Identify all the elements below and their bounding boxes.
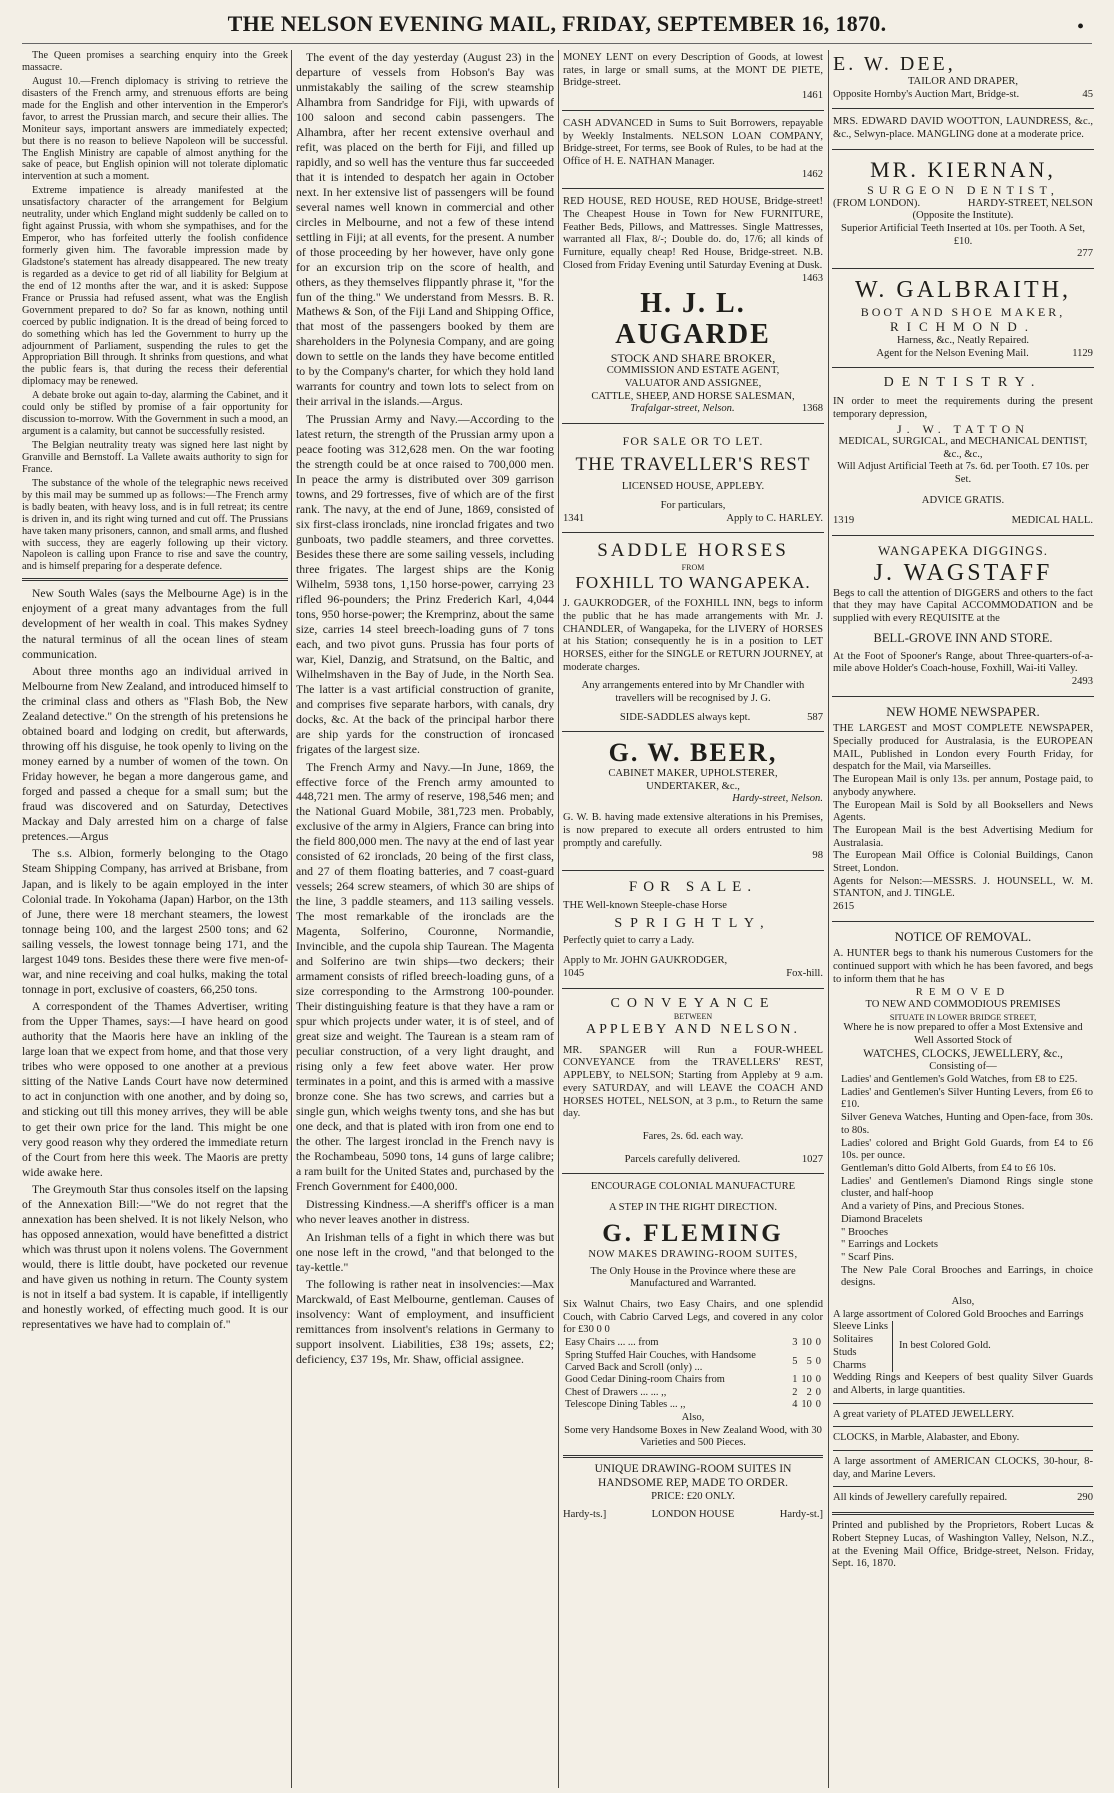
ad-line: Hardy-st.]	[779, 1509, 823, 1521]
ad-number: 2615	[833, 901, 855, 913]
ad-line: Agent for the Nelson Evening Mail.	[876, 347, 1029, 359]
ad-cash-advanced	[562, 116, 824, 184]
gold-item: Charms	[833, 1359, 866, 1371]
ad-line: CLOCKS, in Marble, Alabaster, and Ebony.	[833, 1432, 1020, 1444]
ad-text: Where he is now prepared to offer a Most Extensive and Well Assorted Stock of	[843, 1022, 1083, 1046]
ad-number: 1462	[801, 168, 823, 180]
ad-heading: DENTISTRY.	[883, 375, 1043, 391]
ad-line: STOCK AND SHARE BROKER,	[610, 350, 776, 365]
ad-money-lent	[562, 50, 824, 105]
ad-number: 1461	[801, 90, 823, 102]
ad-wootton	[832, 114, 1094, 143]
price-shillings: 10	[801, 1374, 812, 1386]
price-pence: 0	[815, 1386, 821, 1398]
ad-text: IN order to meet the requirements during the present temporary depression,	[833, 396, 1093, 420]
ad-heading: REMOVED	[915, 986, 1011, 998]
ad-text: A. HUNTER begs to thank his numerous Customers for the continued support with which he has been favored, and begs to inform them that he has	[833, 948, 1093, 985]
ad-number: 1027	[801, 1153, 823, 1165]
ad-heading: UNIQUE DRAWING-ROOM SUITES IN HANDSOME REP, MADE TO ORDER.	[594, 1463, 792, 1489]
imprint: Printed and published by the Proprietors, Robert Lucas & Robert Stepney Lucas, of Washington Valley, Nelson, N.Z., at the Evening Mail Office, Bridge-street, Nelson. Friday, Sept. 16, 1870.	[832, 1520, 1094, 1570]
price-pounds: 1	[792, 1374, 798, 1386]
ad-divider	[832, 108, 1094, 109]
price-shillings: 5	[806, 1355, 812, 1367]
price-pence: 0	[815, 1337, 821, 1349]
ad-line: Harness, &c., Neatly Repaired.	[896, 334, 1030, 346]
price-pence: 0	[815, 1399, 821, 1411]
jewellery-item: Ladies' colored and Bright Gold Guards, from £4 to £6 10s. per ounce.	[841, 1137, 1093, 1162]
ad-line: Fox-hill.	[786, 967, 823, 979]
ad-line: HARDY-STREET, NELSON	[967, 197, 1093, 209]
ad-heading: ADVICE GRATIS.	[921, 494, 1005, 506]
ad-heading: SADDLE HORSES	[597, 540, 789, 562]
jewellery-item: Silver Geneva Watches, Hunting and Open-face, from 30s. to 80s.	[841, 1112, 1093, 1136]
ad-text: Some very Handsome Boxes in New Zealand Wood, with 30 Varieties and 500 Pieces.	[564, 1424, 822, 1449]
column-1	[22, 50, 288, 1788]
price-row	[563, 1374, 823, 1386]
ad-line: THE Well-known Steeple-chase Horse	[563, 899, 727, 911]
ad-line: Apply to C. HARLEY.	[726, 512, 823, 524]
ad-text: The European Mail is the best Advertising Medium for Australasia.	[833, 824, 1093, 849]
ad-heading: RICHMOND.	[889, 319, 1037, 335]
ad-wangapeka	[832, 541, 1094, 691]
ad-heading: FOR SALE.	[628, 878, 758, 895]
gold-item: Sleeve Links	[833, 1321, 889, 1333]
ad-text: A large assortment of Colored Gold Brooches and Earrings	[833, 1308, 1084, 1320]
ad-divider	[562, 188, 824, 189]
ad-heading: FOXHILL TO WANGAPEKA.	[575, 572, 811, 592]
ad-line: COMMISSION AND ESTATE AGENT,	[606, 365, 780, 377]
ad-notice-of-removal	[832, 927, 1094, 1507]
article-paragraph: An Irishman tells of a fight in which there was but one nose left in the crowd, "and that belonged to the tay-kettle."	[296, 1229, 554, 1274]
ad-galbraith	[832, 274, 1094, 362]
ad-heading: ENCOURAGE COLONIAL MANUFACTURE	[590, 1181, 796, 1193]
ad-dentistry	[832, 373, 1094, 530]
ad-heading: A STEP IN THE RIGHT DIRECTION.	[608, 1202, 778, 1214]
ad-heading: BELL-GROVE INN AND STORE.	[873, 630, 1053, 645]
article-paragraph: The Belgian neutrality treaty was signed here last night by Granville and Bernstoff. La Vallete awaits authority to sign for France.	[22, 440, 288, 475]
ad-divider	[562, 110, 824, 111]
ad-text: CASH ADVANCED in Sums to Suit Borrowers, repayable by Weekly Instalments. NELSON LOAN COMPANY, Bridge-street, For terms, see Book of Rules, to be had at the Office of H. E. NATHAN Manager.	[563, 117, 823, 167]
ad-line: Consisting of—	[929, 1061, 997, 1073]
article-paragraph: A correspondent of the Thames Advertiser, writing from the Upper Thames, says:—I have heard on good authority that the Maoris here have an inkling of the large loan that we expect from home, and that those very tribes who were opposed to one another at a previous sitting of the Native Lands Court have now determined to act in conjunction with one another, and by doing so, and sticking out till this money arrives, they will be able to get their own price for the land. This might be one very good reason why they ordered the immediate return of the Court from here this week. The Maoris are pretty wide awake here.	[22, 1000, 288, 1179]
ad-number: 277	[1077, 248, 1093, 260]
gold-items-group	[833, 1321, 1093, 1372]
ad-heading: WANGAPEKA DIGGINGS.	[878, 543, 1048, 559]
article-paragraph: The event of the day yesterday (August 23) in the departure of vessels from Hobson's Bay was unmistakably the sailing of the screw steamship Alhambra from Sandridge for Fiji, with upwards of 100 saloon and second cabin passengers. The Alhambra, after her recent extensive overhaul and refit, was placed on the berth for Fiji, and filled up rapidly, and so well has the venture thus far succeeded that it is intended to despatch her again in October next. In her extensive list of passengers will be found several names well known in commercial and other circles in Melbourne, and not a few of these intend settling in Fiji; at all events, for the present. A number of those proceeding by her however, have only gone for an excursion trip on the score of health, and others, as they themselves flippantly phrase it, "for the fun of the thing." We understand from Messrs. B. R. Mathews & Son, of the Fiji Land and Shipping Office, that most of the passengers booked by them are shareholders in the Polynesia Company, and are going down to settle on the lands they have become entitled to by the Company's charter, for which they hold land warrants for country and town lots to select from on their arrival in the islands.—Argus.	[296, 50, 554, 409]
jewellery-item: " Earrings and Lockets	[841, 1239, 938, 1251]
ad-divider	[832, 268, 1094, 269]
ad-line: LONDON HOUSE	[651, 1509, 735, 1521]
ad-heading: PRICE: £20 ONLY.	[651, 1490, 735, 1502]
ad-new-home-newspaper	[832, 702, 1094, 916]
ad-text: Any arrangements entered into by Mr Chandler with travellers will be recognised by J. G.	[581, 680, 805, 705]
ad-divider	[832, 535, 1094, 536]
ad-heading: BOOT AND SHOE MAKER,	[860, 304, 1066, 319]
ad-number: 1368	[801, 403, 823, 415]
price-shillings: 10	[801, 1399, 812, 1411]
ad-line: All kinds of Jewellery carefully repaired.	[833, 1492, 1008, 1504]
ad-divider	[832, 696, 1094, 697]
price-shillings: 2	[806, 1386, 812, 1398]
jewellery-item: " Brooches	[841, 1226, 888, 1238]
ad-divider	[832, 367, 1094, 368]
ad-number: 1341	[563, 512, 585, 524]
article-paragraph: A debate broke out again to-day, alarming the Cabinet, and it could only be stifled by promise of a fair opportunity for discussion to-morrow. With the Government in such a mood, an argument is a calamity, but cannot be successfully resisted.	[22, 390, 288, 438]
ad-divider	[562, 870, 824, 871]
ad-line: Opposite Hornby's Auction Mart, Bridge-st.	[833, 88, 1020, 100]
gold-item: Studs	[833, 1346, 857, 1358]
ad-divider	[833, 1450, 1093, 1451]
ad-heading: G. W. BEER,	[608, 738, 778, 768]
ad-divider	[562, 532, 824, 533]
ad-text: Wedding Rings and Keepers of best quality Silver Guards and Alberts, in large quantities.	[833, 1372, 1093, 1396]
ad-line: BETWEEN	[673, 1012, 713, 1022]
ad-text: G. W. B. having made extensive alterations in his Premises, is now prepared to execute all orders entrusted to him promptly and carefully.	[563, 812, 823, 849]
section-divider	[22, 578, 288, 581]
ad-divider	[833, 1426, 1093, 1427]
ad-address: Trafalgar-street, Nelson.	[630, 403, 735, 415]
price-row	[563, 1337, 823, 1349]
ad-line: FROM	[681, 563, 705, 573]
jewellery-item: The New Pale Coral Brooches and Earrings, in choice designs.	[841, 1264, 1093, 1289]
ad-text: The European Mail is only 13s. per annum, Postage paid, to anybody anywhere.	[833, 774, 1093, 798]
ad-heading: J. WAGSTAFF	[873, 559, 1053, 586]
ad-line: The Only House in the Province where these are Manufactured and Warranted.	[590, 1265, 796, 1290]
ad-augarde	[562, 287, 824, 418]
price-pounds: 4	[792, 1399, 798, 1411]
article-paragraph: The Greymouth Star thus consoles itself on the lapsing of the Annexation Bill:—"We do not regret that the annexation has been shelved. It is not likely Nelson, who has opposed annexation, would have benefitted a district which was thrust upon it nolens volens. The Government would, there is little doubt, have pocketed our revenue and have given us nothing in return. The County system is not in itself a bad system. It is capable, if intelligently and honestly worked, of effecting much good. It is our representatives we have had to complain of."	[22, 1182, 288, 1332]
ad-line: Perfectly quiet to carry a Lady.	[563, 935, 695, 947]
ad-heading: CONVEYANCE	[610, 995, 776, 1011]
ad-line: Also,	[951, 1296, 975, 1308]
ad-line: SITUATE IN LOWER BRIDGE STREET,	[889, 1011, 1037, 1022]
ad-text: The European Mail Office is Colonial Buildings, Canon Street, London.	[833, 850, 1093, 875]
ad-conveyance	[562, 994, 824, 1169]
ad-text: Begs to call the attention of DIGGERS and others to the fact that they may have Capital ACCOMMODATION and be supplied with every REQUISITE at the	[833, 587, 1093, 624]
ad-number: 1045	[563, 967, 585, 979]
price-pounds: 2	[792, 1386, 798, 1398]
column-4	[832, 50, 1094, 1788]
ad-heading: MR. KIERNAN,	[870, 156, 1056, 182]
price-row	[563, 1350, 823, 1375]
article-paragraph: About three months ago an individual arrived in Melbourne from New Zealand, and introduced himself to the criminal class and others as "Flash Bob, the New Zealand detective." On the strength of his pretensions he obtained board and lodging on credit, but afterwards, throwing off his disguise, he took openly to living on the money earned by a number of women of the town. On Friday however, he began a more dangerous game, and forged and passed a cheque for a small sum; but the fraud was discovered and on Saturday, Detectives Mackay and Daly arrested him on a charge of false pretences.—Argus	[22, 664, 288, 844]
article-paragraph: New South Wales (says the Melbourne Age) is in the enjoyment of a great many advantages from the full development of her wealth in coal. This makes Sydney the natural terminus of all the ocean lines of steam communication.	[22, 587, 288, 661]
ad-text: Superior Artificial Teeth Inserted at 10s. per Tooth. A Set, £10.	[840, 223, 1086, 247]
price-shillings: 10	[801, 1337, 812, 1349]
jewellery-item: And a variety of Pins, and Precious Stones.	[841, 1201, 1025, 1213]
ad-line: TAILOR AND DRAPER,	[907, 76, 1019, 87]
price-item: Good Cedar Dining-room Chairs from	[565, 1374, 725, 1386]
ad-line: In best Colored Gold.	[899, 1340, 991, 1352]
price-item: Chest of Drawers ... ... ,,	[565, 1386, 667, 1398]
ad-heading: SPRIGHTLY,	[614, 915, 772, 931]
masthead	[22, 8, 1092, 44]
ad-text: The European Mail is Sold by all Booksellers and News Agents.	[833, 799, 1093, 824]
article-paragraph: The following is rather neat in insolvencies:—Max Marckwald, of East Melbourne, gentleman. Causes of insolvency: Want of employment, and insufficient remittances from insolvent's relations in Germany to support insolvent. Liabilities, £38 19s; assets, £2; deficiency, £37 19s, Mr. Shaw, official assignee.	[296, 1277, 554, 1367]
ad-heading: NOTICE OF REMOVAL.	[894, 928, 1032, 944]
ad-line: (FROM LONDON).	[833, 197, 921, 209]
ad-text: A large assortment of AMERICAN CLOCKS, 30-hour, 8-day, and Marine Levers.	[833, 1456, 1093, 1480]
ad-line: SIDE-SADDLES always kept.	[619, 711, 751, 723]
ad-line: VALUATOR AND ASSIGNEE,	[624, 377, 762, 389]
ad-divider	[833, 1486, 1093, 1487]
ad-saddle-horses	[562, 538, 824, 726]
ad-heading: TO NEW AND COMMODIOUS PREMISES	[865, 999, 1061, 1011]
ad-line: For particulars,	[660, 499, 726, 511]
price-pounds: 5	[792, 1355, 798, 1367]
ad-text: MR. SPANGER will Run a FOUR-WHEEL CONVEYANCE from the TRAVELLERS' REST, APPLEBY, to NELSON; Starting from Appleby at 9 a.m. every SATURDAY, and will LEAVE the COACH AND HORSES HOTEL, NELSON, at 3 p.m., to Return the same day.	[563, 1044, 823, 1120]
price-pence: 0	[815, 1374, 821, 1386]
column-rule	[558, 50, 559, 1788]
ad-heading: NEW HOME NEWSPAPER.	[886, 703, 1040, 719]
article-paragraph: August 10.—French diplomacy is striving to retrieve the disasters of the French army, and strenuous efforts are being made for the English and other intervention in the Emperor's favor, to arrest the Prussian march, and secure their allies. The Moniteur says, important answers are immediately expected; but there is no reason to believe Napoleon will be successful. The English Ministry are capable of almost anything for the sake of peace, but English opinion will not tolerate diplomatic intervention at such a moment.	[22, 75, 288, 183]
ad-text: At the Foot of Spooner's Range, about Three-quarters-of-a-mile above Holder's Coach-house, Foxhill, Wai-iti Valley.	[833, 650, 1093, 675]
price-pounds: 3	[792, 1337, 798, 1349]
gold-items	[833, 1321, 893, 1372]
ad-text: RED HOUSE, RED HOUSE, RED HOUSE, Bridge-street! The Cheapest House in Town for New FURNITURE, Feather Beds, Pillows, and Mattresses. Single Mattresses, warranted all Flax, 8/-; Double do. do, 17/6; all kinds of Furniture, equally cheap! Red House, Bridge-street. N.B. Closed from Friday Evening until Saturday Evening at Dusk.	[563, 196, 823, 271]
masthead-title: THE NELSON EVENING MAIL, FRIDAY, SEPTEMBER 16, 1870.	[227, 11, 887, 36]
ad-heading: APPLEBY AND NELSON.	[586, 1021, 800, 1037]
ad-text: J. GAUKRODGER, of the FOXHILL INN, begs to inform the public that he has made arrangements with Mr. J. CHANDLER, of Wangapeka, for the LIVERY of HORSES at his Station; consequently he is in a position to LET HORSES, either for the SINGLE or RETURN JOURNEY, at moderate charges.	[563, 598, 823, 673]
ad-line: NOW MAKES DRAWING-ROOM SUITES,	[588, 1248, 798, 1260]
ad-heading: FOR SALE OR TO LET.	[622, 434, 764, 449]
ad-line: Hardy-ts.]	[563, 1509, 607, 1521]
ad-text: Six Walnut Chairs, two Easy Chairs, and one splendid Couch, with Cabrio Carved Legs, and covered in any color for £30 0 0	[563, 1298, 823, 1336]
column-3	[562, 50, 824, 1788]
ad-red-house	[562, 194, 824, 287]
ad-dee	[832, 50, 1094, 103]
ad-number: 1319	[833, 515, 855, 527]
article-paragraph: The Queen promises a searching enquiry into the Greek massacre.	[22, 50, 288, 73]
ad-number: 45	[1082, 88, 1093, 100]
ad-divider	[832, 1512, 1094, 1515]
ad-line: LICENSED HOUSE, APPLEBY.	[621, 481, 765, 493]
ad-text: MONEY LENT on every Description of Goods, at lowest rates, in large or small sums, at the MONT DE PIETE, Bridge-street.	[563, 52, 823, 89]
ad-line: CABINET MAKER, UPHOLSTERER,	[608, 768, 778, 780]
ad-travellers-rest	[562, 429, 824, 527]
price-row	[563, 1399, 823, 1411]
ad-text: MRS. EDWARD DAVID WOOTTON, LAUNDRESS, &c., &c., Selwyn-place. MANGLING done at a moderate price.	[833, 116, 1093, 141]
jewellery-item: Ladies' and Gentlemen's Diamond Rings single stone cluster, and half-hoop	[841, 1175, 1093, 1200]
jewellery-item: Ladies' and Gentlemen's Silver Hunting Levers, from £6 to £10.	[841, 1086, 1093, 1111]
jewellery-item: Gentleman's ditto Gold Alberts, from £4 to £6 10s.	[841, 1162, 1056, 1174]
column-2	[296, 50, 554, 1788]
ad-for-sale	[562, 876, 824, 983]
ad-divider	[562, 731, 824, 732]
ad-heading: J. W. TATTON	[897, 421, 1029, 436]
price-pence: 0	[815, 1355, 821, 1367]
ad-divider	[832, 149, 1094, 150]
article-paragraph: The French Army and Navy.—In June, 1869, the effective force of the French army amounted to 448,721 men. The army of reserve, 198,546 men; and the National Guard Mobile, 381,723 men. Probably, exclusive of the army in Algiers, France can bring into the field 800,000 men. The navy at the end of last year consisted of 62 ironclads, 20 being of the first class, and 27 of them floating batteries, and 7 coast-guard vessels; 264 screw steamers, of which 30 are ships of the line, 3 paddle steamers, and 113 sailing vessels. The most remarkable of the ironclads are the Magenta, Solferino, Couronne, Normandie, Invincible, and the cupola ship Taurean. The Magenta and Solferino are twin ships—two deckers; their armament consists of rifled breech-loading guns, of a size corresponding to the Armstrong 100-pounder. Their distinguishing feature is that they have a ram or spur which projects under water, it is of steel, and of great size and weight. The Taurean is a steam ram of peculiar construction, of a very light draught, and rising only a few feet above water. Her prow terminates in a point, and this is armed with a massive bronze cone. She has two screws, and carries but a single gun, which weighs twenty tons, and she has but one deck, and that is plated with iron from one end to the other. The largest ironclad in the French navy is the Rochambeau, 5090 tons, 14 guns of large calibre; a ram built for the United States and, purchased by the French Government for £400,000.	[296, 759, 554, 1193]
ad-line: Fares, 2s. 6d. each way.	[642, 1130, 744, 1142]
ad-fleming	[562, 1179, 824, 1524]
price-table	[563, 1337, 823, 1412]
ad-text: Agents for Nelson:—MESSRS. J. HOUNSELL, W. M. STANTON, and J. TINGLE.	[833, 875, 1093, 900]
article-paragraph: Distressing Kindness.—A sheriff's officer is a man who never leaves another in distress.	[296, 1196, 554, 1226]
ad-number: 587	[807, 711, 823, 723]
ad-address: Hardy-street, Nelson.	[732, 793, 823, 805]
ad-number: 290	[1077, 1492, 1093, 1504]
ad-divider	[562, 1173, 824, 1174]
ad-heading: H. J. L. AUGARDE	[615, 288, 771, 351]
article-paragraph: The Prussian Army and Navy.—According to the latest return, the strength of the Prussian army upon a peace footing was 312,628 men. On the war footing the strength could be at once raised to 700,000 men. In peace the army is distributed over 309 garrison towns, and 29 fortresses, five of which are of the first rank. The navy, at the end of June, 1869, consisted of six first-class ironclads, nine ironclad frigates and two gunboats, two paddle steamers, and three corvettes. Besides these there are some sailing vessels, including three frigates. The largest ships are the Konig Wilhelm, 5938 tons, 1,150 horse-power, carrying 23 rifled 96-pounders; the Prinz Frederich Karl, 4,044 tons, 950 horse-power; the Kremprinz, about the same size, carries 14 steel breech-loading guns of 7 tons each, and two pivot guns. Prussia has four ports of war, Kiel, Danzig, and Stratsund, on the Baltic, and Wilhelmshaven in the Bay of Jude, in the North Sea. The latter is a vast artificial construction of granite, and comprises five separate harbors, with canals, dry docks, &c. At the back of the principal harbor there are ship yards for the construction of ironcased frigates of the largest size.	[296, 412, 554, 756]
ad-divider	[563, 1455, 823, 1458]
column-rule	[828, 50, 829, 1788]
jewellery-item: " Scarf Pins.	[841, 1251, 894, 1263]
ad-line: A great variety of PLATED JEWELLERY.	[833, 1408, 1015, 1420]
price-item: Telescope Dining Tables ... ,,	[565, 1399, 686, 1411]
article-paragraph: The substance of the whole of the telegraphic news received by this mail may be summed up as follows:—The French army is badly beaten, with heavy loss, and is in full retreat; its centre is driven in, and its right wing turned and cut off. The Prussians have taken many prisoners, cannon, and small arms, and flushed with success, they are eagerly following up their victory. Napoleon is calling upon France to rise and save the country, and is himself preparing for a desperate defence.	[22, 477, 288, 573]
article-paragraph: Extreme impatience is already manifested at the unsatisfactory character of the arrangement for Belgium neutrality, under which England might suddenly be called on to fight against Prussia, with whom she sympathises, and for the Emperor, who has forfeited utterly the foolish confidence formerly given him. The favorable impression made by Gladstone's statement has already disappeared. The new treaty is regarded as a device to get rid of all liability for Belgium at the end of 12 months after the war, and it is asked: Suppose France or Prussia had refused assent, what was the English Government prepared to do? So far as known, nothing until coerced by public indignation. It is the dread of being forced to do something which has led the Government to hurry up the adjournment of Parliament, suspending the rules to get the Appropriation Bill through. It shrinks from questions, and what the public fears is, that during the recess their deferential diplomacy may be renewed.	[22, 185, 288, 388]
ad-number: 2493	[1071, 676, 1093, 688]
price-item: Spring Stuffed Hair Couches, with Handsome Carved Back and Scroll (only) ...	[565, 1349, 756, 1373]
ad-heading: THE TRAVELLER'S REST	[575, 454, 811, 476]
jewellery-item: Ladies' and Gentlemen's Gold Watches, from £8 to £25.	[841, 1074, 1078, 1086]
ad-heading: W. GALBRAITH,	[854, 277, 1072, 304]
ad-line: UNDERTAKER, &c.,	[646, 780, 740, 792]
price-item: Easy Chairs ... ... from	[565, 1337, 659, 1349]
ad-line: MEDICAL HALL.	[1011, 515, 1093, 527]
ad-beer	[562, 737, 824, 865]
ad-heading: WATCHES, CLOCKS, JEWELLERY, &c.,	[863, 1047, 1063, 1060]
masthead-mark: •	[1077, 16, 1084, 36]
ad-line: Will Adjust Artificial Teeth at 7s. 6d. per Tooth. £7 10s. per Set.	[837, 461, 1089, 485]
price-row	[563, 1387, 823, 1399]
jewellery-item: Diamond Bracelets	[841, 1213, 923, 1225]
jewellery-list	[833, 1074, 1093, 1290]
ad-divider	[562, 988, 824, 989]
ad-line: Apply to Mr. JOHN GAUKRODGER,	[563, 955, 728, 967]
ad-number: 1129	[1072, 347, 1093, 359]
ad-line: (Opposite the Institute).	[912, 210, 1014, 222]
ad-divider	[832, 921, 1094, 922]
ad-heading: SURGEON DENTIST,	[867, 183, 1059, 198]
ad-divider	[833, 1403, 1093, 1404]
article-paragraph: The s.s. Albion, formerly belonging to the Otago Steam Shipping Company, has arrived at Brisbane, from Japan, and is likely to be again employed in the inter Colonial trade. In Yokohama (Japan) Harbor, on the 13th of June, there were 18 merchant steamers, the lowest tonnage being 100, and the largest 2500 tons; and 62 sailing vessels, the lowest tonnage being 171, and the largest 1049 tons. Besides these there were five men-of-war, and nine receiving and coal hulks, making the total tonnage in port, exclusive of coasters, 66,250 tons.	[22, 847, 288, 996]
ad-divider	[562, 423, 824, 424]
gold-item: Solitaires	[833, 1334, 874, 1346]
ad-number: 1463	[801, 272, 823, 284]
ad-line: Parcels carefully delivered.	[624, 1153, 741, 1165]
ad-number: 98	[812, 850, 823, 862]
ad-text: THE LARGEST and MOST COMPLETE NEWSPAPER, Specially produced for Australasia, is the EUROPEAN MAIL, Published in London every Fourth Friday, for despatch for the Mail, via Marseilles.	[833, 723, 1093, 773]
ad-heading: G. FLEMING	[602, 1219, 784, 1247]
column-rule	[291, 50, 292, 1788]
ad-line: MEDICAL, SURGICAL, and MECHANICAL DENTIST, &c., &c.,	[838, 435, 1088, 460]
ad-line: CATTLE, SHEEP, AND HORSE SALESMAN,	[591, 390, 795, 402]
ad-heading: E. W. DEE,	[833, 53, 956, 75]
ad-line: Also,	[681, 1411, 705, 1423]
ad-kiernan	[832, 155, 1094, 263]
